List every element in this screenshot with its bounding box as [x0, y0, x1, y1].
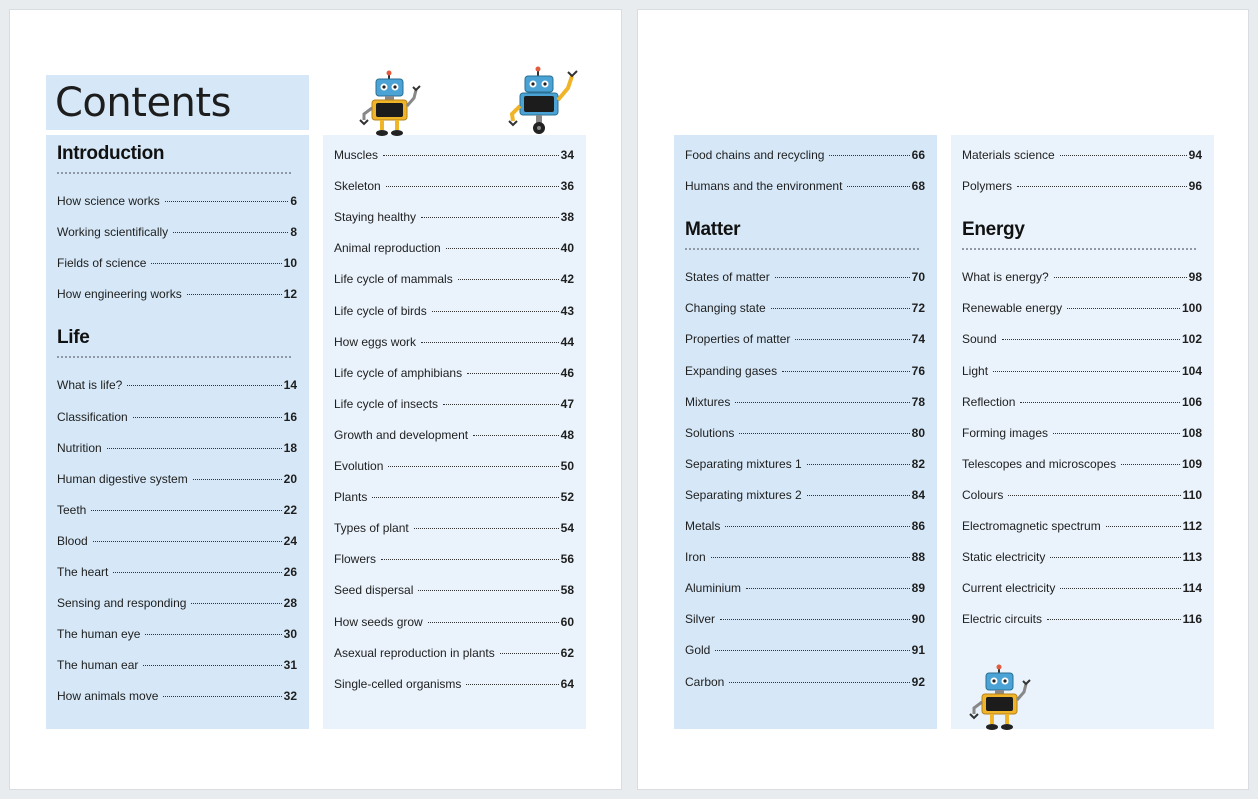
entry-page-number: 72 [911, 301, 925, 316]
entry-label: Aluminium [685, 581, 742, 596]
contents-entry[interactable] [57, 441, 297, 455]
entry-page-number: 91 [911, 643, 925, 658]
contents-entry[interactable] [962, 581, 1202, 595]
entry-page-number: 22 [283, 502, 297, 517]
dot-leader [725, 526, 909, 527]
contents-entry[interactable] [685, 426, 925, 440]
dot-leader [735, 402, 909, 403]
entry-label: Life cycle of insects [334, 396, 439, 411]
entry-label: How animals move [57, 689, 159, 704]
contents-entry[interactable] [962, 148, 1202, 162]
entry-label: Renewable energy [962, 301, 1063, 316]
title-box [46, 75, 309, 130]
entry-label: Carbon [685, 674, 725, 689]
entry-label: Mixtures [685, 394, 731, 409]
contents-entry[interactable] [685, 643, 925, 657]
entry-page-number: 88 [911, 550, 925, 565]
entry-label: Separating mixtures 2 [685, 487, 802, 502]
contents-entry[interactable] [685, 457, 925, 471]
entry-page-number: 94 [1188, 148, 1202, 162]
entry-page-number: 24 [283, 533, 297, 548]
contents-column-2 [323, 135, 586, 729]
robot-icon [968, 664, 1032, 730]
entry-label: Expanding gases [685, 363, 778, 378]
contents-entry[interactable] [334, 521, 574, 535]
entry-page-number: 56 [560, 552, 574, 567]
entry-label: Fields of science [57, 256, 147, 271]
contents-column-3 [674, 135, 937, 729]
entry-page-number: 32 [283, 689, 297, 704]
dot-leader [500, 653, 559, 654]
entry-page-number: 50 [560, 459, 574, 473]
entry-page-number: 6 [290, 194, 297, 208]
entry-page-number: 58 [560, 583, 574, 598]
entry-label: Skeleton [334, 179, 381, 194]
entry-page-number: 47 [560, 396, 574, 411]
dot-leader [418, 590, 558, 591]
entry-label: Growth and development [334, 427, 469, 442]
dot-leader [143, 665, 281, 666]
dot-leader [1002, 339, 1180, 340]
dot-leader [1067, 308, 1180, 309]
contents-entry[interactable] [334, 148, 574, 162]
entry-label: Colours [962, 487, 1004, 502]
contents-entry[interactable] [334, 677, 574, 691]
contents-entry[interactable] [57, 596, 297, 610]
entry-label: Humans and the environment [685, 179, 843, 194]
entry-label: How engineering works [57, 287, 182, 302]
entry-page-number: 62 [560, 645, 574, 660]
dot-leader [782, 371, 910, 372]
entry-page-number: 43 [560, 303, 574, 318]
entry-label: Polymers [962, 179, 1013, 194]
contents-entry[interactable] [962, 488, 1202, 502]
entry-label: Separating mixtures 1 [685, 456, 802, 471]
dot-leader [711, 557, 910, 558]
contents-entry[interactable] [334, 646, 574, 660]
contents-entry[interactable] [57, 472, 297, 486]
entry-label: How seeds grow [334, 614, 423, 629]
entry-page-number: 60 [560, 614, 574, 629]
entry-page-number: 116 [1182, 612, 1202, 627]
contents-entry[interactable] [334, 304, 574, 318]
dot-leader [91, 510, 281, 511]
dot-leader [1106, 526, 1181, 527]
dot-leader [1121, 464, 1180, 465]
entry-page-number: 82 [911, 456, 925, 471]
contents-entry[interactable] [334, 615, 574, 629]
section-rule [685, 248, 919, 250]
contents-entry[interactable] [57, 534, 297, 548]
entry-label: Seed dispersal [334, 583, 414, 598]
entry-label: Telescopes and microscopes [962, 456, 1117, 471]
entry-label: What is life? [57, 378, 123, 393]
contents-entry[interactable] [962, 179, 1202, 193]
entry-page-number: 76 [911, 363, 925, 378]
entry-page-number: 98 [1188, 270, 1202, 285]
contents-entry[interactable] [685, 148, 925, 162]
contents-entry[interactable] [685, 364, 925, 378]
contents-entry[interactable] [962, 395, 1202, 409]
dot-leader [432, 311, 559, 312]
contents-entry[interactable] [57, 287, 297, 301]
entry-page-number: 102 [1181, 332, 1202, 347]
entry-page-number: 34 [560, 148, 574, 162]
dot-leader [443, 404, 559, 405]
dot-leader [729, 682, 909, 683]
entry-label: Single-celled organisms [334, 676, 462, 691]
entry-label: Static electricity [962, 550, 1046, 565]
entry-page-number: 74 [911, 332, 925, 347]
dot-leader [1047, 619, 1181, 620]
contents-entry[interactable] [57, 256, 297, 270]
entry-page-number: 110 [1182, 487, 1202, 502]
entry-page-number: 112 [1182, 519, 1202, 533]
contents-entry[interactable] [962, 332, 1202, 346]
dot-leader [473, 435, 559, 436]
dot-leader [829, 155, 909, 156]
entry-page-number: 12 [283, 287, 297, 302]
entry-label: Solutions [685, 425, 735, 440]
section-rule [57, 356, 291, 358]
entry-page-number: 80 [911, 425, 925, 440]
entry-label: What is energy? [962, 270, 1049, 285]
entry-page-number: 89 [911, 581, 925, 596]
entry-page-number: 68 [911, 179, 925, 194]
dot-leader [107, 448, 282, 449]
dot-leader [466, 684, 558, 685]
section-heading: Introduction [57, 143, 165, 164]
entry-label: Silver [685, 612, 716, 627]
entry-label: Plants [334, 490, 368, 505]
contents-entry[interactable] [962, 426, 1202, 440]
entry-page-number: 90 [911, 612, 925, 627]
entry-page-number: 28 [283, 596, 297, 611]
entry-label: Metals [685, 519, 721, 533]
dot-leader [386, 186, 559, 187]
dot-leader [414, 528, 559, 529]
entry-page-number: 114 [1182, 581, 1202, 596]
entry-label: Materials science [962, 148, 1055, 162]
entry-label: The heart [57, 565, 109, 579]
contents-entry[interactable] [962, 364, 1202, 378]
dot-leader [421, 342, 559, 343]
entry-label: Reflection [962, 394, 1016, 409]
entry-label: Electromagnetic spectrum [962, 519, 1101, 533]
contents-column-1 [46, 135, 309, 729]
contents-entry[interactable] [962, 301, 1202, 315]
entry-label: How eggs work [334, 334, 417, 349]
contents-entry[interactable] [57, 658, 297, 672]
entry-page-number: 96 [1188, 179, 1202, 194]
contents-entry[interactable] [685, 488, 925, 502]
entry-page-number: 20 [283, 471, 297, 486]
entry-page-number: 106 [1181, 394, 1202, 409]
contents-entry[interactable] [57, 378, 297, 392]
entry-label: Classification [57, 409, 128, 424]
entry-page-number: 108 [1181, 425, 1202, 440]
contents-entry[interactable] [334, 552, 574, 566]
dot-leader [383, 155, 559, 156]
entry-label: Iron [685, 550, 706, 565]
entry-label: Food chains and recycling [685, 148, 825, 162]
entry-page-number: 36 [560, 179, 574, 194]
contents-entry[interactable] [334, 335, 574, 349]
contents-entry[interactable] [685, 550, 925, 564]
section-heading: Life [57, 327, 90, 349]
entry-page-number: 104 [1181, 363, 1202, 378]
contents-entry[interactable] [57, 503, 297, 517]
dot-leader [133, 417, 282, 418]
entry-page-number: 16 [283, 409, 297, 424]
dot-leader [193, 479, 282, 480]
entry-page-number: 52 [560, 490, 574, 505]
entry-label: Gold [685, 643, 711, 658]
entry-page-number: 31 [283, 658, 297, 673]
dot-leader [145, 634, 281, 635]
contents-entry[interactable] [685, 675, 925, 689]
contents-entry[interactable] [57, 627, 297, 641]
dot-leader [1053, 433, 1180, 434]
entry-label: Properties of matter [685, 332, 791, 347]
entry-page-number: 54 [560, 521, 574, 536]
dot-leader [1060, 588, 1180, 589]
entry-label: Asexual reproduction in plants [334, 645, 495, 660]
dot-leader [795, 339, 909, 340]
entry-page-number: 40 [560, 241, 574, 256]
entry-label: States of matter [685, 270, 770, 285]
entry-page-number: 78 [911, 394, 925, 409]
dot-leader [720, 619, 910, 620]
contents-entry[interactable] [334, 272, 574, 286]
dot-leader [458, 279, 559, 280]
contents-entry[interactable] [57, 225, 297, 239]
dot-leader [127, 385, 281, 386]
dot-leader [1017, 186, 1187, 187]
entry-label: Nutrition [57, 440, 102, 455]
entry-label: Forming images [962, 425, 1049, 440]
section-rule [962, 248, 1196, 250]
dot-leader [1020, 402, 1180, 403]
contents-entry[interactable] [962, 550, 1202, 564]
entry-label: Animal reproduction [334, 241, 441, 256]
contents-entry[interactable] [334, 210, 574, 224]
entry-label: Muscles [334, 148, 379, 162]
entry-page-number: 100 [1181, 301, 1202, 316]
section-heading: Matter [685, 219, 741, 241]
entry-label: Flowers [334, 552, 377, 567]
contents-entry[interactable] [685, 270, 925, 284]
dot-leader [775, 277, 910, 278]
dot-leader [715, 650, 909, 651]
dot-leader [421, 217, 559, 218]
dot-leader [151, 263, 281, 264]
contents-entry[interactable] [685, 301, 925, 315]
page-title: Contents [55, 80, 231, 126]
contents-column-4 [951, 135, 1214, 729]
entry-label: Life cycle of amphibians [334, 365, 463, 380]
contents-entry[interactable] [685, 612, 925, 626]
robot-icon [358, 70, 422, 136]
entry-label: Changing state [685, 301, 766, 316]
entry-label: Human digestive system [57, 471, 188, 486]
contents-entry[interactable] [685, 332, 925, 346]
contents-entry[interactable] [334, 397, 574, 411]
entry-page-number: 38 [560, 210, 574, 225]
entry-page-number: 48 [560, 427, 574, 442]
contents-entry[interactable] [334, 241, 574, 255]
dot-leader [1050, 557, 1180, 558]
entry-label: Staying healthy [334, 210, 417, 225]
entry-label: Working scientifically [57, 225, 169, 240]
entry-label: Teeth [57, 502, 87, 517]
dot-leader [191, 603, 281, 604]
dot-leader [807, 495, 910, 496]
dot-leader [1060, 155, 1187, 156]
contents-entry[interactable] [685, 581, 925, 595]
entry-page-number: 10 [283, 256, 297, 271]
dot-leader [739, 433, 909, 434]
dot-leader [93, 541, 282, 542]
entry-label: Life cycle of birds [334, 303, 427, 318]
entry-page-number: 92 [911, 674, 925, 689]
dot-leader [388, 466, 558, 467]
entry-page-number: 26 [283, 565, 297, 579]
dot-leader [428, 622, 559, 623]
entry-label: Types of plant [334, 521, 409, 536]
dot-leader [113, 572, 281, 573]
entry-page-number: 30 [283, 627, 297, 642]
dot-leader [163, 696, 281, 697]
contents-entry[interactable] [962, 270, 1202, 284]
contents-entry[interactable] [685, 519, 925, 533]
entry-label: Electric circuits [962, 612, 1043, 627]
entry-page-number: 113 [1182, 550, 1202, 565]
dot-leader [771, 308, 910, 309]
dot-leader [446, 248, 559, 249]
contents-entry[interactable] [334, 366, 574, 380]
entry-page-number: 70 [911, 270, 925, 285]
dot-leader [381, 559, 559, 560]
entry-page-number: 64 [560, 676, 574, 691]
contents-entry[interactable] [57, 689, 297, 703]
entry-label: The human eye [57, 627, 141, 642]
contents-entry[interactable] [962, 519, 1202, 533]
dot-leader [467, 373, 559, 374]
entry-page-number: 86 [911, 519, 925, 533]
contents-entry[interactable] [334, 490, 574, 504]
entry-page-number: 44 [560, 334, 574, 349]
contents-entry[interactable] [962, 612, 1202, 626]
contents-entry[interactable] [57, 194, 297, 208]
dot-leader [993, 371, 1180, 372]
entry-label: Sensing and responding [57, 596, 187, 611]
contents-entry[interactable] [962, 457, 1202, 471]
dot-leader [746, 588, 910, 589]
dot-leader [1008, 495, 1180, 496]
entry-page-number: 109 [1181, 456, 1202, 471]
entry-label: The human ear [57, 658, 139, 673]
entry-label: Evolution [334, 459, 384, 473]
entry-page-number: 42 [560, 272, 574, 287]
dot-leader [372, 497, 558, 498]
entry-label: How science works [57, 194, 160, 208]
section-rule [57, 172, 291, 174]
entry-label: Life cycle of mammals [334, 272, 453, 287]
dot-leader [165, 201, 289, 202]
dot-leader [807, 464, 910, 465]
entry-label: Sound [962, 332, 997, 347]
contents-entry[interactable] [334, 459, 574, 473]
section-heading: Energy [962, 219, 1025, 241]
contents-entry[interactable] [685, 395, 925, 409]
dot-leader [187, 294, 282, 295]
contents-entry[interactable] [334, 583, 574, 597]
contents-entry[interactable] [334, 179, 574, 193]
entry-label: Current electricity [962, 581, 1056, 596]
entry-label: Light [962, 363, 989, 378]
dot-leader [1054, 277, 1187, 278]
dot-leader [847, 186, 909, 187]
dot-leader [173, 232, 288, 233]
entry-label: Blood [57, 533, 88, 548]
entry-page-number: 46 [560, 365, 574, 380]
contents-entry[interactable] [685, 179, 925, 193]
contents-entry[interactable] [57, 410, 297, 424]
robot-wheeled-icon [508, 66, 582, 136]
entry-page-number: 66 [911, 148, 925, 162]
entry-page-number: 84 [911, 487, 925, 502]
entry-page-number: 18 [283, 440, 297, 455]
contents-entry[interactable] [334, 428, 574, 442]
entry-page-number: 8 [290, 225, 297, 240]
contents-entry[interactable] [57, 565, 297, 579]
entry-page-number: 14 [283, 378, 297, 393]
